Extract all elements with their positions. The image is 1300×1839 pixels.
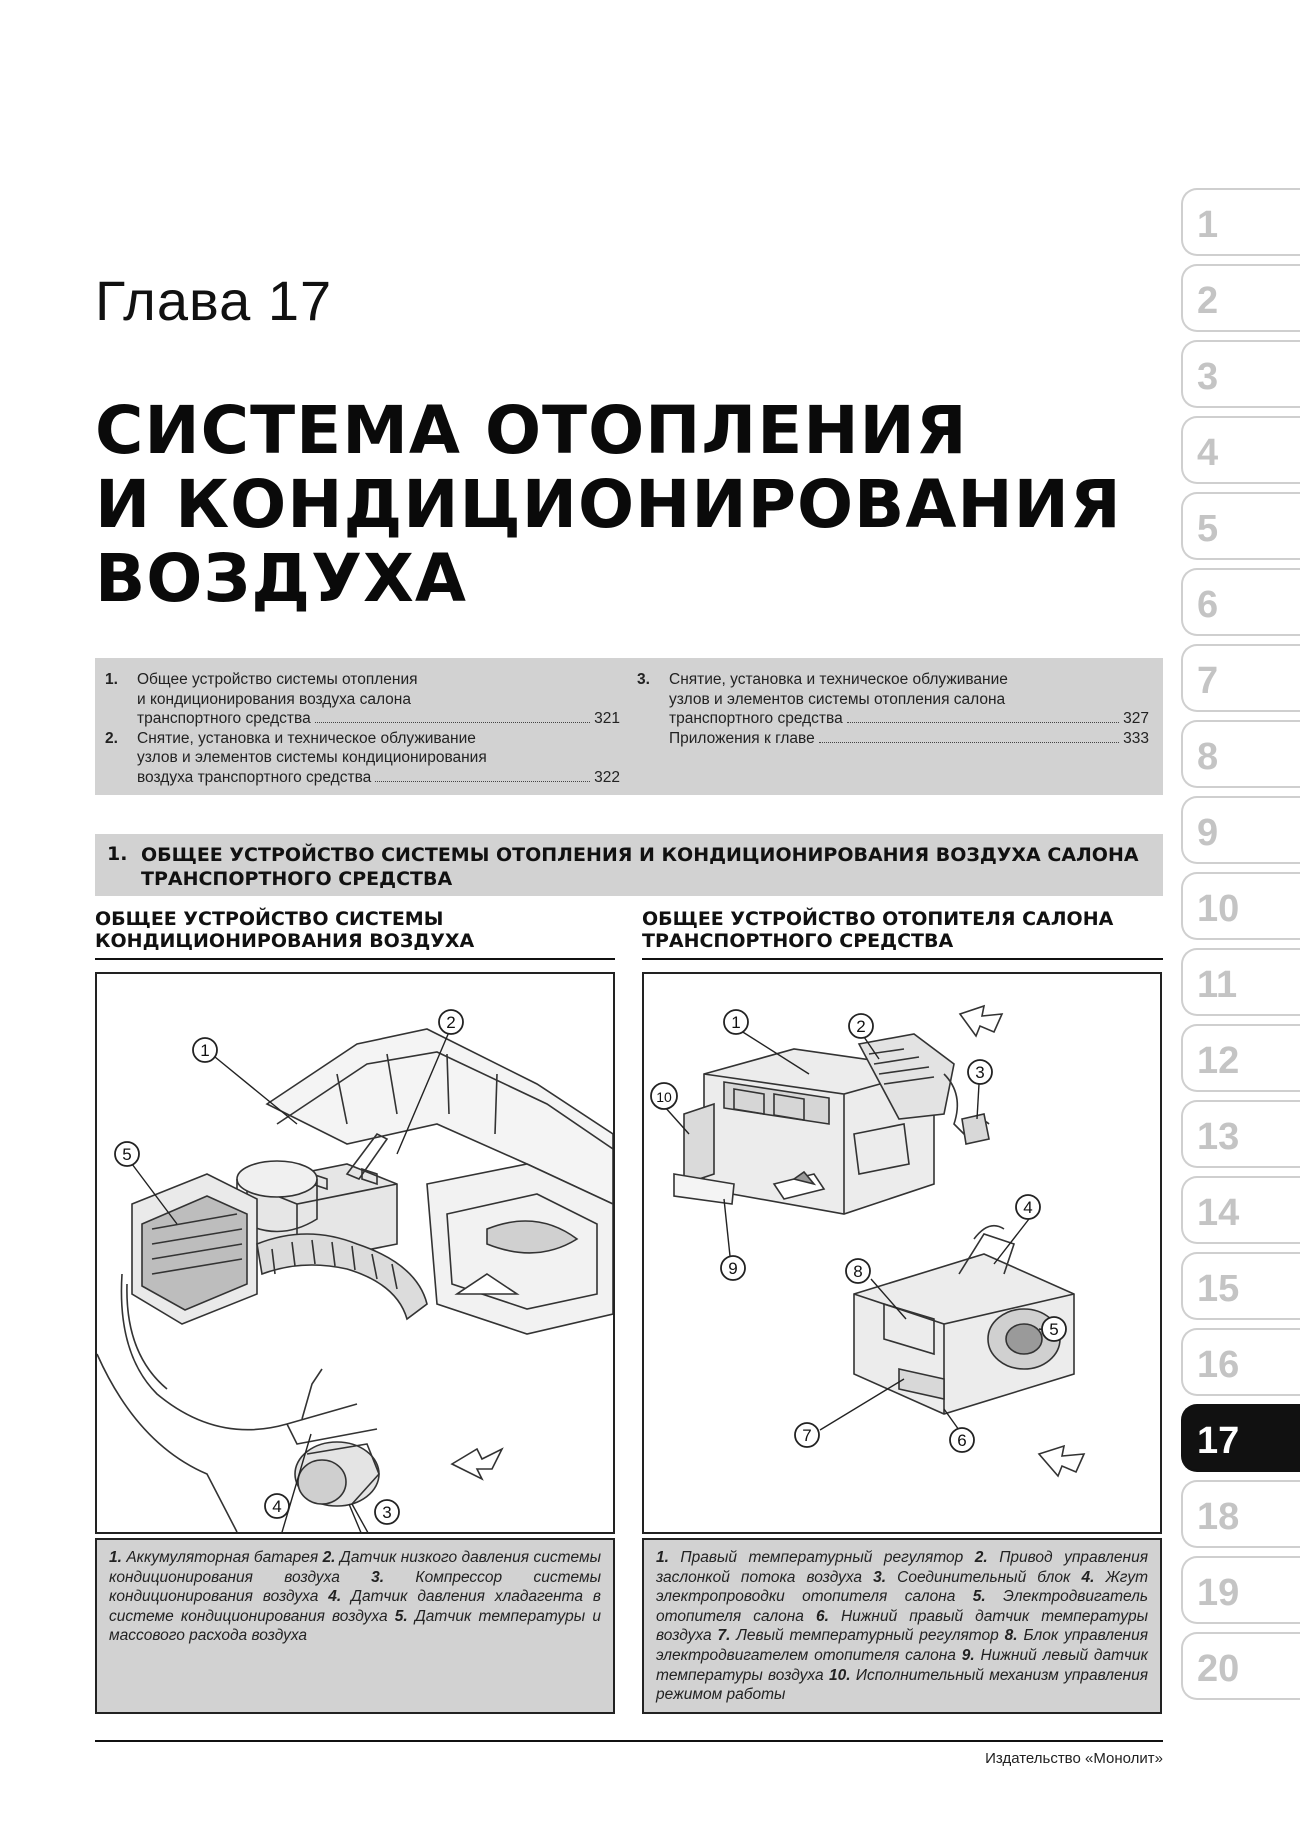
callout-2: [439, 1010, 463, 1034]
toc-page-number: 327: [1123, 710, 1149, 727]
callout-label: 4: [1023, 1198, 1033, 1217]
chapter-contents: [95, 658, 1163, 795]
caption-text: Датчик температуры и массового расхода воздуха: [109, 1607, 601, 1645]
caption-text: Нижний левый датчик температуры воздуха: [656, 1646, 1148, 1684]
callout-label: 9: [728, 1259, 738, 1278]
caption-text: Блок управления электродвигателем отопителя салона: [656, 1627, 1148, 1664]
callout-label: 7: [802, 1426, 812, 1445]
ac-system-illustration: [95, 972, 615, 1534]
toc-item[interactable]: [637, 670, 1149, 729]
chapter-title: [95, 392, 1122, 617]
callout-label: 6: [957, 1431, 967, 1450]
toc-item-text: узлов и элементов системы кондиционирования: [137, 749, 487, 766]
chapter-tab-label: 4: [1197, 432, 1219, 474]
chapter-tab[interactable]: [1181, 1024, 1300, 1092]
chapter-tab-label: 6: [1197, 584, 1219, 626]
subsection-title-line: ОБЩЕЕ УСТРОЙСТВО ОТОПИТЕЛЯ САЛОНА: [642, 908, 1114, 930]
chapter-tab-label: 12: [1197, 1040, 1240, 1082]
callout-4: [265, 1494, 289, 1518]
chapter-tab[interactable]: [1181, 872, 1300, 940]
subsection-title-ac: [95, 908, 615, 952]
caption-text: Левый температурный регулятор: [730, 1627, 1005, 1645]
chapter-tab-label: 15: [1197, 1268, 1240, 1310]
heater-assembly-illustration: [642, 972, 1162, 1534]
chapter-tab-label: 5: [1197, 508, 1219, 550]
callout-label: 3: [382, 1503, 392, 1522]
callout-label: 5: [1049, 1320, 1059, 1339]
chapter-tab[interactable]: [1181, 720, 1300, 788]
caption-text: Электродвигатель отопителя салона: [656, 1588, 1148, 1625]
figure-caption-heater: [642, 1538, 1162, 1714]
caption-text: Нижний правый датчик температуры воздуха: [656, 1607, 1148, 1645]
section-title: ОБЩЕЕ УСТРОЙСТВО СИСТЕМЫ ОТОПЛЕНИЯ И КОНДИЦИОНИРОВАНИЯ ВОЗДУХА САЛОНА ТРАНСПОРТНОГО СРЕДСТВА: [141, 844, 1139, 890]
toc-item-number: 3.: [637, 671, 650, 688]
caption-text: Привод управления заслонкой потока воздуха: [656, 1549, 1148, 1586]
caption-number: 10.: [828, 1666, 851, 1684]
callout-3: [375, 1500, 399, 1524]
toc-page-number: 321: [594, 710, 620, 727]
chapter-tab-label: 17: [1197, 1420, 1240, 1462]
chapter-title-line: И КОНДИЦИОНИРОВАНИЯ: [95, 466, 1122, 543]
callout-5: [115, 1142, 139, 1166]
chapter-tab[interactable]: [1181, 492, 1300, 560]
callout-label: 2: [446, 1013, 456, 1032]
divider: [642, 958, 1163, 960]
caption-number: 7.: [717, 1627, 731, 1645]
chapter-tab-label: 2: [1197, 280, 1219, 322]
chapter-tab[interactable]: [1181, 416, 1300, 484]
callout-label: 1: [200, 1041, 210, 1060]
toc-column-right: [637, 670, 1149, 748]
toc-item-text: Снятие, установка и техническое облуживание: [669, 671, 1008, 688]
callout-6: [950, 1428, 974, 1452]
figure-caption-ac: [95, 1538, 615, 1714]
chapter-tab-label: 13: [1197, 1116, 1240, 1158]
chapter-title-line: СИСТЕМА ОТОПЛЕНИЯ: [95, 392, 968, 469]
caption-text: Исполнительный механизм управления режимом работы: [656, 1666, 1148, 1704]
chapter-tab-label: 3: [1197, 356, 1219, 398]
caption-number: 3.: [371, 1568, 385, 1586]
caption-number: 8.: [1004, 1627, 1018, 1645]
toc-item[interactable]: [637, 729, 1149, 749]
chapter-tab-label: 1: [1197, 204, 1219, 246]
chapter-tab-label: 16: [1197, 1344, 1240, 1386]
toc-item-text: транспортного средства: [669, 710, 843, 727]
chapter-tab-label: 8: [1197, 736, 1219, 778]
callout-label: 8: [853, 1262, 863, 1281]
callout-10: [651, 1083, 677, 1109]
callout-4: [1016, 1195, 1040, 1219]
caption-text: Компрессор системы кондиционирования воздуха: [109, 1568, 601, 1606]
chapter-label: Глава 17: [95, 269, 333, 332]
caption-text: Датчик давления хладагента в системе кондиционирования воздуха: [109, 1588, 601, 1625]
callout-label: 5: [122, 1145, 132, 1164]
chapter-tab[interactable]: [1181, 1556, 1300, 1624]
chapter-tab-label: 10: [1197, 888, 1240, 930]
toc-item-text: транспортного средства: [137, 710, 311, 727]
caption-number: 5.: [972, 1588, 986, 1606]
caption-number: 6.: [815, 1607, 829, 1625]
toc-page-number: 322: [594, 768, 620, 786]
caption-number: 5.: [394, 1607, 408, 1625]
chapter-tab[interactable]: [1181, 1100, 1300, 1168]
callout-7: [795, 1423, 819, 1447]
toc-item-text: узлов и элементов системы отопления салона: [669, 690, 1006, 708]
chapter-tab-label: 14: [1197, 1192, 1240, 1234]
callout-label: 4: [272, 1497, 282, 1516]
section-heading: [95, 834, 1163, 896]
caption-number: 2.: [322, 1549, 336, 1566]
chapter-tab[interactable]: [1181, 568, 1300, 636]
chapter-tab-label: 19: [1197, 1572, 1240, 1614]
chapter-tab[interactable]: [1181, 1328, 1300, 1396]
callout-5: [1042, 1317, 1066, 1341]
chapter-tab[interactable]: [1181, 948, 1300, 1016]
chapter-tab-active[interactable]: [1181, 1404, 1300, 1472]
chapter-tab[interactable]: [1181, 340, 1300, 408]
callout-label: 2: [856, 1017, 866, 1036]
subsection-title-line: ТРАНСПОРТНОГО СРЕДСТВА: [642, 930, 954, 952]
subsection-title-heater: [642, 908, 1162, 952]
callout-9: [721, 1256, 745, 1280]
subsection-title-line: ОБЩЕЕ УСТРОЙСТВО СИСТЕМЫ: [95, 908, 444, 930]
callout-label: 3: [975, 1063, 985, 1082]
chapter-tab-label: 20: [1197, 1648, 1240, 1690]
toc-item-text: воздуха транспортного средства: [137, 768, 372, 786]
divider: [95, 958, 615, 960]
caption-text: Жгут электропроводки отопителя салона: [656, 1568, 1148, 1606]
toc-item[interactable]: [105, 729, 620, 788]
section-number: 1.: [107, 843, 128, 865]
chapter-tab[interactable]: [1181, 1480, 1300, 1548]
chapter-tab[interactable]: [1181, 1632, 1300, 1700]
chapter-tab-label: 18: [1197, 1496, 1240, 1538]
toc-item-text: и кондиционирования воздуха салона: [137, 690, 411, 708]
caption-number: 1.: [109, 1549, 122, 1566]
caption-number: 1.: [656, 1549, 669, 1566]
chapter-tab-label: 9: [1197, 812, 1219, 854]
chapter-tab[interactable]: [1181, 188, 1300, 256]
callout-label: 10: [656, 1089, 672, 1105]
caption-text: Соединительный блок: [886, 1568, 1082, 1586]
chapter-title-line: ВОЗДУХА: [95, 540, 467, 617]
toc-item[interactable]: [105, 670, 620, 729]
caption-text: Датчик низкого давления системы кондиционирования воздуха: [109, 1549, 601, 1586]
footer-divider: [95, 1740, 1163, 1742]
engine-bay-drawing: [97, 974, 613, 1532]
publisher-credit: Издательство «Монолит»: [985, 1750, 1163, 1767]
chapter-tab-label: 7: [1197, 660, 1219, 702]
caption-number: 3.: [873, 1568, 887, 1586]
chapter-tab[interactable]: [1181, 264, 1300, 332]
callout-1: [193, 1038, 217, 1062]
chapter-tab[interactable]: [1181, 1252, 1300, 1320]
callout-8: [846, 1259, 870, 1283]
callout-3: [968, 1060, 992, 1084]
chapter-tab[interactable]: [1181, 644, 1300, 712]
caption-number: 4.: [328, 1588, 342, 1606]
caption-text: Правый температурный регулятор: [668, 1549, 975, 1566]
chapter-tab[interactable]: [1181, 1176, 1300, 1244]
toc-column-left: [105, 670, 620, 787]
caption-number: 4.: [1081, 1568, 1095, 1586]
toc-item-number: 1.: [105, 671, 118, 688]
toc-item-number: 2.: [105, 729, 118, 747]
toc-item-text: Снятие, установка и техническое облуживание: [137, 729, 476, 747]
caption-number: 9.: [961, 1646, 975, 1664]
toc-item-text: Приложения к главе: [669, 729, 815, 747]
heater-drawing: [644, 974, 1161, 1532]
chapter-tab[interactable]: [1181, 796, 1300, 864]
toc-page-number: 333: [1123, 729, 1149, 747]
subsection-title-line: КОНДИЦИОНИРОВАНИЯ ВОЗДУХА: [95, 930, 475, 952]
callout-2: [849, 1014, 873, 1038]
caption-text: Аккумуляторная батарея: [121, 1549, 323, 1566]
toc-item-text: Общее устройство системы отопления: [137, 671, 418, 688]
callout-1: [724, 1010, 748, 1034]
caption-number: 2.: [974, 1549, 988, 1566]
chapter-tab-label: 11: [1197, 964, 1238, 1006]
callout-label: 1: [731, 1013, 741, 1032]
